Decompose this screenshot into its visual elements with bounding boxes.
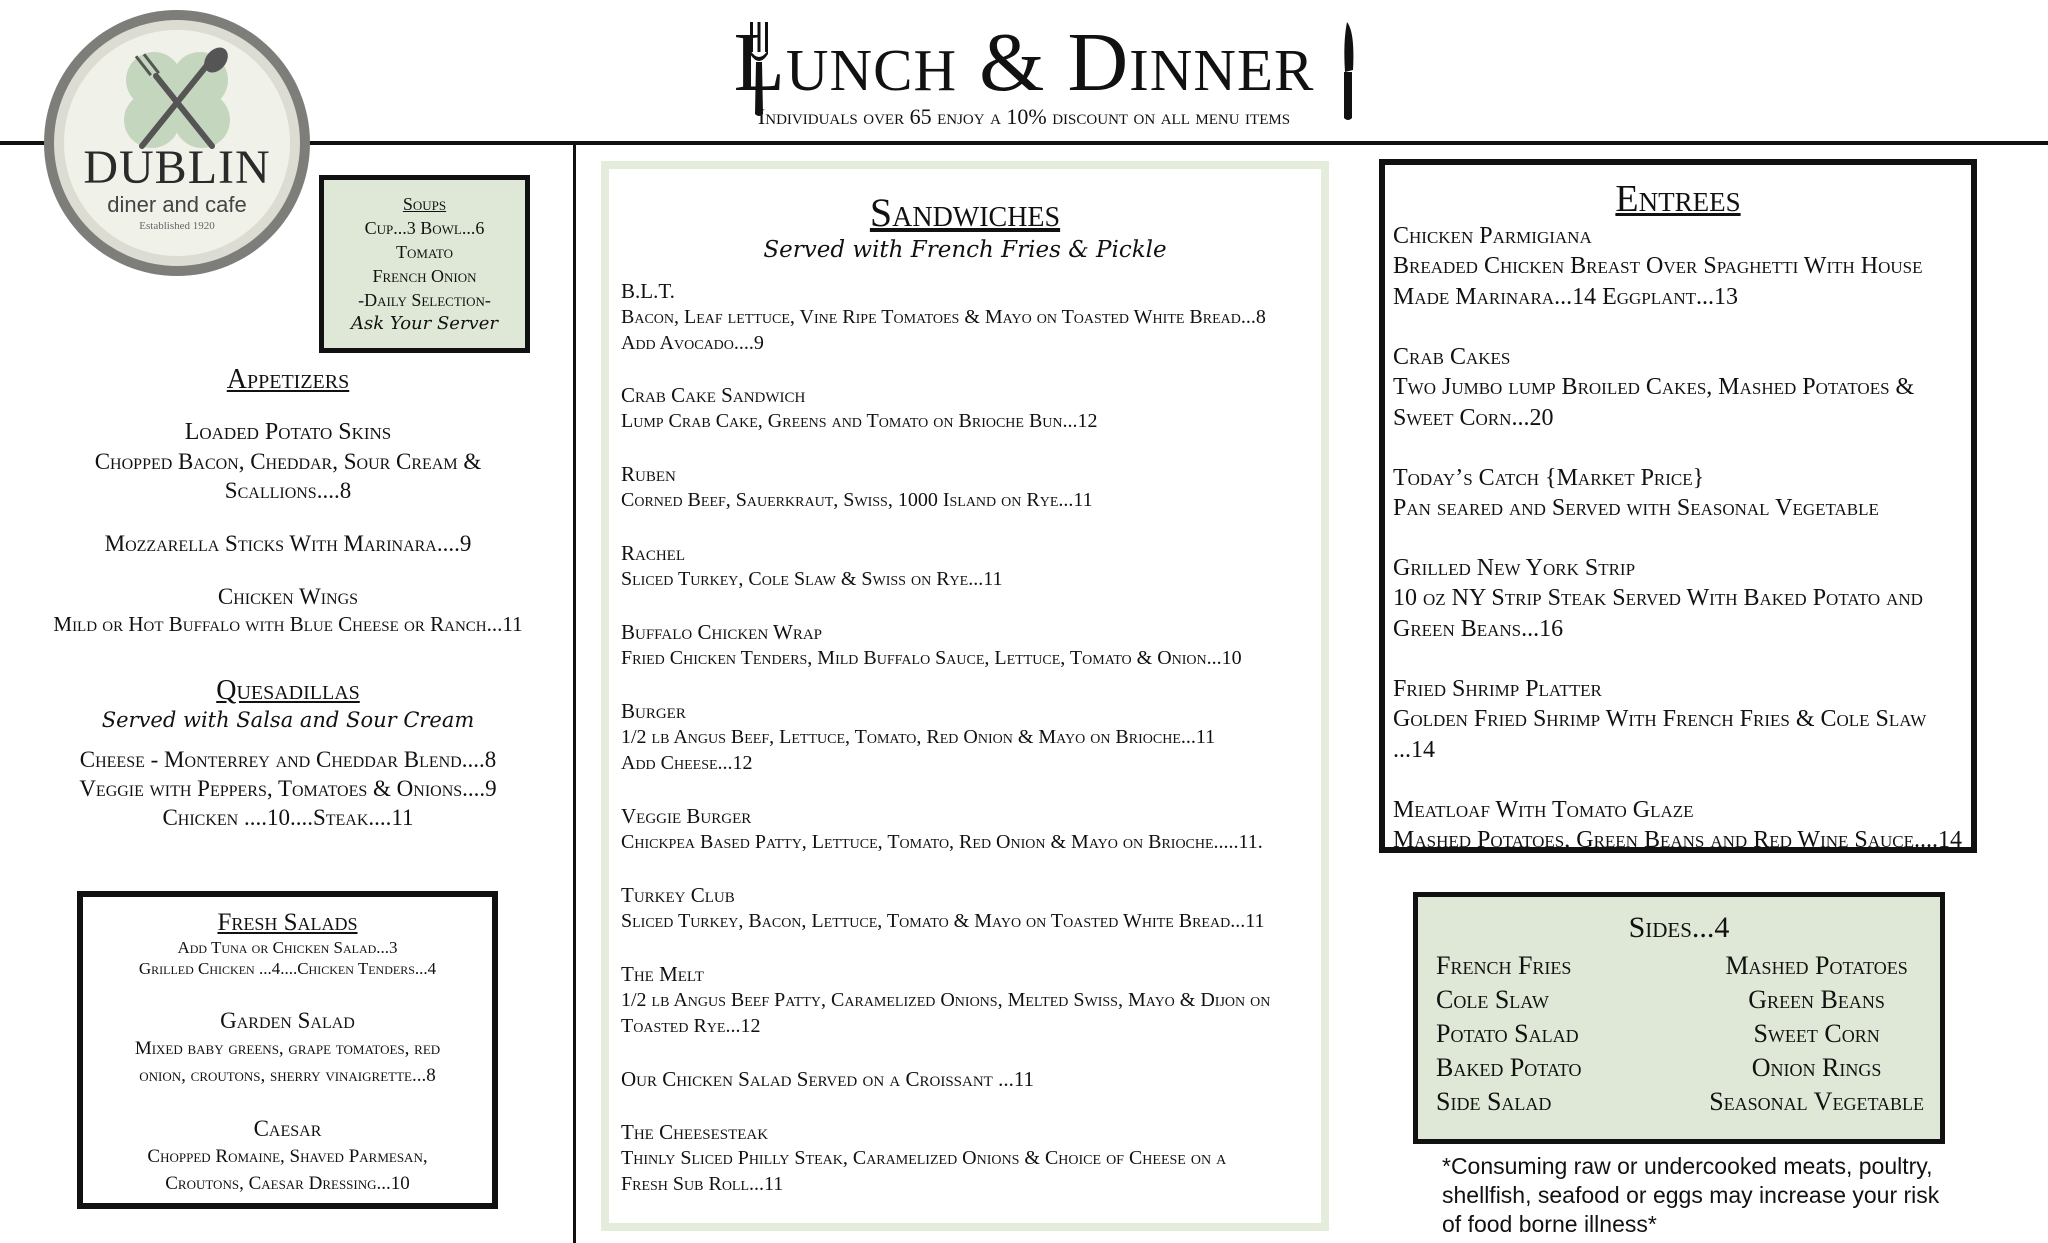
menu-item-name: Meatloaf With Tomato Glaze <box>1393 797 1694 823</box>
side-item: Potato Salad <box>1436 1019 1579 1048</box>
sandwiches-heading: Sandwiches <box>869 190 1061 235</box>
sides-left-column <box>1436 949 1582 1119</box>
menu-item-name: Our Chicken Salad Served on a Croissant ...11 <box>621 1067 1035 1091</box>
menu-item-desc: onion, croutons, sherry vinaigrette...8 <box>139 1065 436 1086</box>
salads-addon: Grilled Chicken ...4....Chicken Tenders...4 <box>138 959 437 978</box>
menu-item-desc: Mixed baby greens, grape tomatoes, red <box>134 1038 441 1059</box>
menu-item-desc: Lump Crab Cake, Greens and Tomato on Brioche Bun...12 <box>621 410 1098 432</box>
column-divider <box>573 141 576 1243</box>
menu-item-desc: Cheese - Monterrey and Cheddar Blend....8 <box>79 747 497 772</box>
menu-item-desc: Golden Fried Shrimp With French Fries & Cole Slaw ...14 <box>1393 706 1927 763</box>
menu-item-desc: Croutons, Caesar Dressing...10 <box>165 1173 410 1194</box>
side-item: Baked Potato <box>1436 1053 1582 1082</box>
menu-item-desc: Fresh Sub Roll...11 <box>621 1173 784 1195</box>
side-item: Green Beans <box>1748 985 1885 1014</box>
side-item: Side Salad <box>1436 1087 1552 1116</box>
soups-heading: Soups <box>402 194 447 214</box>
menu-item-name: Burger <box>621 699 686 723</box>
menu-item-desc: Chopped Romaine, Shaved Parmesan, <box>147 1146 428 1167</box>
menu-item-name: Veggie Burger <box>621 804 752 828</box>
menu-item-name: Today’s Catch {Market Price} <box>1393 465 1705 491</box>
menu-item-desc: Corned Beef, Sauerkraut, Swiss, 1000 Island on Rye...11 <box>621 489 1093 511</box>
menu-item-desc: Pan seared and Served with Seasonal Vegetable <box>1393 495 1879 521</box>
menu-item-name: Crab Cakes <box>1393 344 1511 370</box>
menu-item-name: Turkey Club <box>621 883 735 907</box>
menu-item-desc: Veggie with Peppers, Tomatoes & Onions....9 <box>79 776 497 801</box>
soups-line: French Onion <box>372 266 477 286</box>
salads-box <box>77 891 498 1209</box>
menu-item-desc: 1/2 lb Angus Beef Patty, Caramelized Onions, Melted Swiss, Mayo & Dijon on <box>621 989 1271 1011</box>
sides-box <box>1413 892 1945 1144</box>
menu-item-desc: Mild or Hot Buffalo with Blue Cheese or Ranch...11 <box>53 612 523 636</box>
menu-item-name: Caesar <box>253 1116 322 1141</box>
menu-item-name: Crab Cake Sandwich <box>621 383 806 407</box>
menu-item-desc: Bacon, Leaf lettuce, Vine Ripe Tomatoes & Mayo on Toasted White Bread...8 <box>621 306 1266 328</box>
menu-item-name: Fried Shrimp Platter <box>1393 676 1602 702</box>
menu-item-name: Loaded Potato Skins <box>184 419 392 445</box>
appetizers-section <box>30 364 546 638</box>
menu-item-desc: Add Cheese...12 <box>621 752 753 774</box>
menu-item-desc: Add Avocado....9 <box>621 332 764 354</box>
entrees-box <box>1379 159 1977 853</box>
soups-box <box>319 175 530 353</box>
logo-name: DUBLIN <box>83 141 271 194</box>
menu-item-desc: Scallions....8 <box>224 478 352 503</box>
menu-item-name: Ruben <box>621 462 676 486</box>
menu-item-desc: Chickpea Based Patty, Lettuce, Tomato, Red Onion & Mayo on Brioche.....11. <box>621 831 1263 853</box>
menu-item-name: B.L.T. <box>621 279 675 303</box>
sandwiches-box <box>601 161 1329 1231</box>
menu-item-desc: Two Jumbo lump Broiled Cakes, Mashed Potatoes & <box>1393 374 1915 400</box>
logo-tagline: diner and cafe <box>107 192 247 217</box>
menu-item-desc: Sweet Corn...20 <box>1393 405 1554 431</box>
menu-item-desc: Toasted Rye...12 <box>621 1015 761 1037</box>
menu-item-name: The Melt <box>621 962 704 986</box>
sides-heading: Sides...4 <box>1628 911 1730 944</box>
salads-addon: Add Tuna or Chicken Salad...3 <box>177 938 398 957</box>
side-item: Cole Slaw <box>1436 985 1549 1014</box>
quesadillas-note: Served with Salsa and Sour Cream <box>101 708 475 732</box>
menu-item-desc: 1/2 lb Angus Beef, Lettuce, Tomato, Red Onion & Mayo on Brioche...11 <box>621 726 1216 748</box>
soups-line: Cup...3 Bowl...6 <box>364 218 485 238</box>
salads-heading: Fresh Salads <box>217 909 358 936</box>
menu-item-desc: Chicken ....10....Steak....11 <box>162 805 414 830</box>
side-item: Onion Rings <box>1751 1053 1882 1082</box>
menu-item-desc: Thinly Sliced Philly Steak, Caramelized Onions & Choice of Cheese on a <box>621 1147 1227 1169</box>
menu-item-desc: Mashed Potatoes, Green Beans and Red Wine Sauce....14 <box>1393 827 1963 853</box>
quesadillas-heading: Quesadillas <box>216 675 360 706</box>
disclaimer: *Consuming raw or undercooked meats, poultry, shellfish, seafood or eggs may increase your risk of food borne illness* <box>1442 1153 1940 1237</box>
side-item: French Fries <box>1436 951 1572 980</box>
menu-item-name: Chicken Wings <box>217 584 359 609</box>
soups-line: -Daily Selection- <box>358 290 491 310</box>
menu-item-name: Grilled New York Strip <box>1393 555 1636 581</box>
soups-note: Ask Your Server <box>351 313 498 334</box>
menu-item-desc: Chopped Bacon, Cheddar, Sour Cream & <box>94 449 482 474</box>
entrees-heading: Entrees <box>1615 178 1741 220</box>
menu-item-desc: Sliced Turkey, Bacon, Lettuce, Tomato & Mayo on Toasted White Bread...11 <box>621 910 1265 932</box>
quesadillas-section <box>30 675 546 832</box>
sides-right-column <box>1709 949 1924 1119</box>
menu-item-desc: Green Beans...16 <box>1393 616 1564 642</box>
menu-item-name: Mozzarella Sticks With Marinara....9 <box>104 531 472 556</box>
menu-item-name: Chicken Parmigiana <box>1393 223 1592 249</box>
menu-item-desc: Breaded Chicken Breast Over Spaghetti With House <box>1393 253 1923 279</box>
side-item: Seasonal Vegetable <box>1709 1087 1924 1116</box>
menu-item-desc: Made Marinara...14 Eggplant...13 <box>1393 284 1739 310</box>
sandwiches-note: Served with French Fries & Pickle <box>763 237 1167 263</box>
menu-item-name: Rachel <box>621 541 686 565</box>
menu-item-name: The Cheesesteak <box>621 1120 769 1144</box>
appetizers-heading: Appetizers <box>226 364 350 395</box>
menu-item-desc: 10 oz NY Strip Steak Served With Baked Potato and <box>1393 585 1923 611</box>
page-title: Lunch & Dinner <box>733 16 1315 109</box>
side-item: Mashed Potatoes <box>1725 951 1908 980</box>
page-subtitle: Individuals over 65 enjoy a 10% discount on all menu items <box>757 104 1291 129</box>
logo-established: Established 1920 <box>139 220 215 232</box>
menu-item-name: Garden Salad <box>220 1008 355 1033</box>
side-item: Sweet Corn <box>1753 1019 1880 1048</box>
menu-item-desc: Sliced Turkey, Cole Slaw & Swiss on Rye...11 <box>621 568 1003 590</box>
logo <box>44 10 310 276</box>
menu-item-desc: Fried Chicken Tenders, Mild Buffalo Sauce, Lettuce, Tomato & Onion...10 <box>621 647 1242 669</box>
soups-line: Tomato <box>396 242 453 262</box>
menu-item-name: Buffalo Chicken Wrap <box>621 620 823 644</box>
